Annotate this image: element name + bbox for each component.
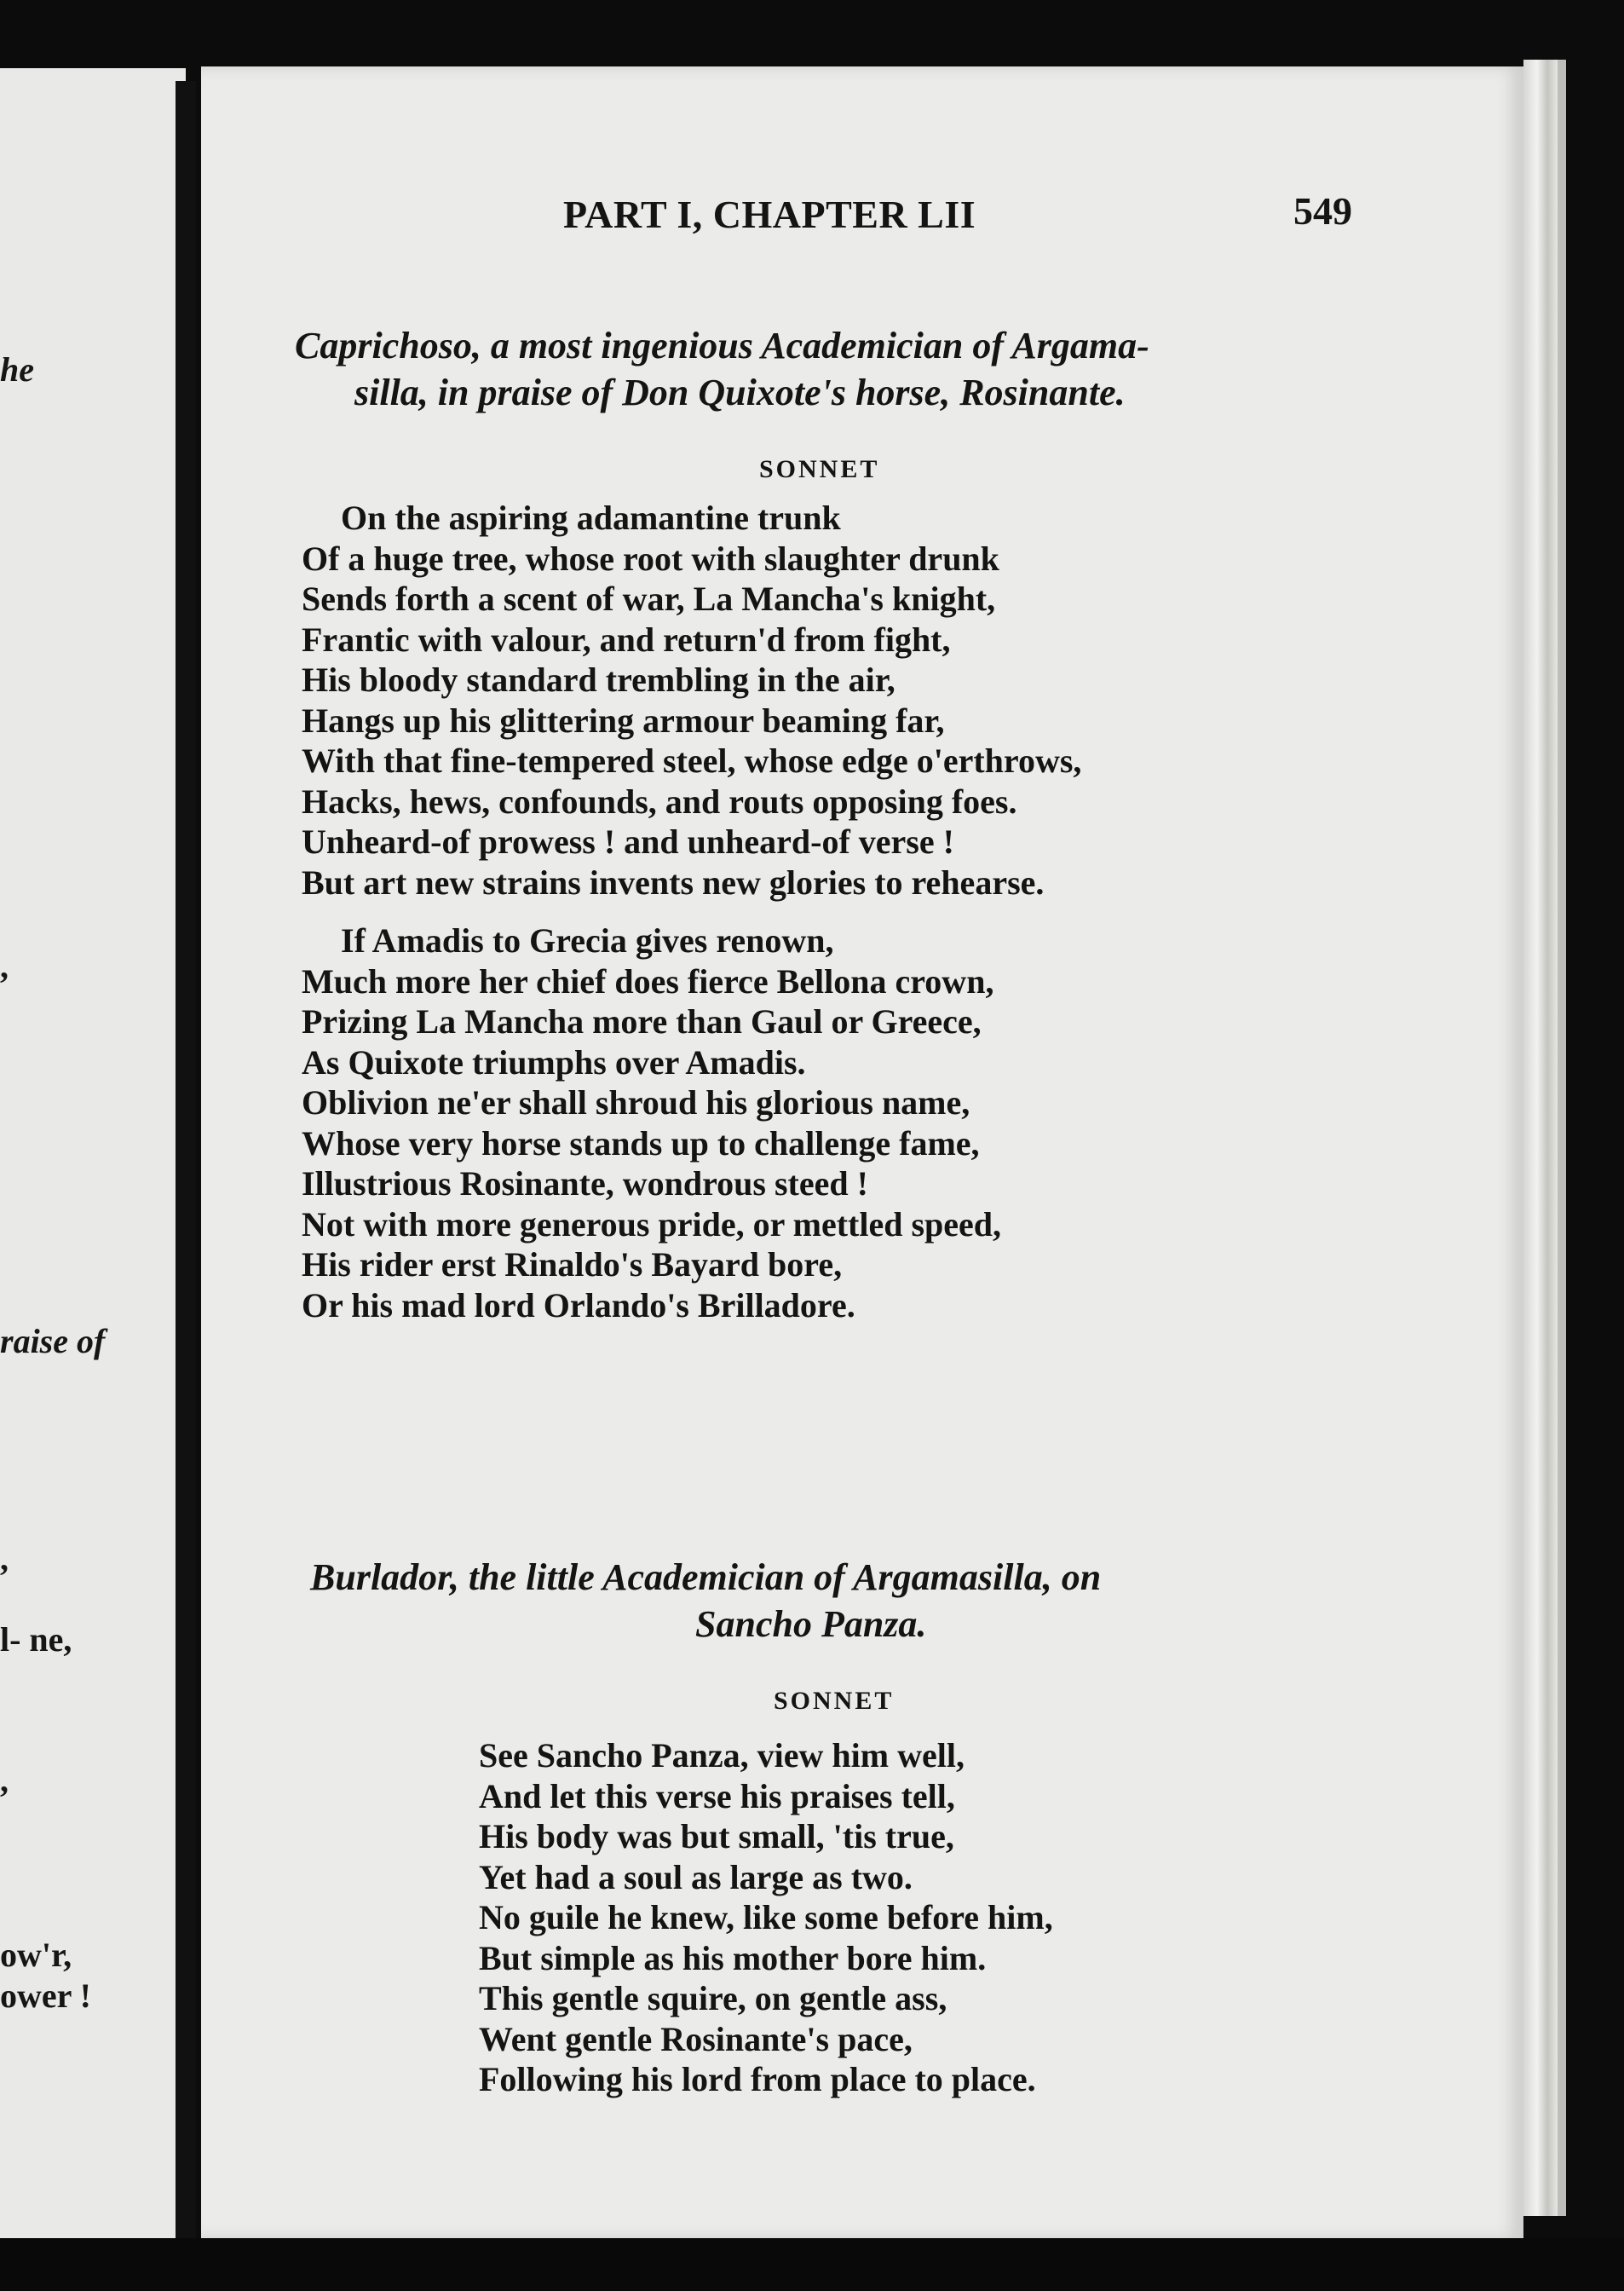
verse-line: See Sancho Panza, view him well,: [479, 1736, 965, 1775]
poem2-sonnet-label: SONNET: [774, 1687, 895, 1715]
verse-line: Hacks, hews, confounds, and routs opposing foes.: [302, 782, 1017, 821]
poem2-heading-line2: Sancho Panza.: [695, 1603, 927, 1645]
verse-line: Prizing La Mancha more than Gaul or Greece,: [302, 1002, 982, 1041]
verse-line: Not with more generous pride, or mettled speed,: [302, 1204, 1002, 1244]
verse-line: If Amadis to Grecia gives renown,: [341, 921, 834, 960]
verse-line: Of a huge tree, whose root with slaughter drunk: [302, 539, 999, 578]
verse-line: Following his lord from place to place.: [479, 2060, 1036, 2098]
verse-line: Oblivion ne'er shall shroud his glorious name,: [302, 1083, 970, 1122]
verse-line: Hangs up his glittering armour beaming far,: [302, 701, 945, 740]
verse-line: Yet had a soul as large as two.: [479, 1857, 913, 1896]
left-page: [0, 68, 186, 2250]
verse-line: Illustrious Rosinante, wondrous steed !: [302, 1164, 868, 1203]
verse-line: Sends forth a scent of war, La Mancha's knight,: [302, 580, 996, 618]
page-edge: [1523, 60, 1558, 2216]
verse-line: With that fine-tempered steel, whose edge o'erthrows,: [302, 742, 1082, 780]
verse-line: But simple as his mother bore him.: [479, 1938, 987, 1977]
verse-line: But art new strains invents new glories to rehearse.: [302, 863, 1045, 902]
verse-line: This gentle squire, on gentle ass,: [479, 1979, 947, 2017]
book-gutter: [176, 81, 196, 2246]
left-fragment: he: [0, 350, 34, 389]
verse-line: His rider erst Rinaldo's Bayard bore,: [302, 1245, 843, 1284]
verse-line: Much more her chief does fierce Bellona crown,: [302, 961, 994, 1001]
left-fragment: ower !: [0, 1976, 91, 2015]
left-fragment: ,: [0, 947, 9, 985]
poem1-sonnet-label: SONNET: [759, 455, 880, 483]
verse-line: Whose very horse stands up to challenge fame,: [302, 1123, 980, 1163]
verse-line: Frantic with valour, and return'd from fight,: [302, 620, 951, 659]
left-fragment: ow'r,: [0, 1936, 72, 1974]
page-number: 549: [1293, 189, 1352, 233]
verse-line: His bloody standard trembling in the air,: [302, 661, 896, 699]
left-fragment: l- ne,: [0, 1620, 72, 1659]
running-head: PART I, CHAPTER LII: [563, 193, 976, 236]
poem1-heading-line2: silla, in praise of Don Quixote's horse, Rosinante.: [354, 372, 1126, 413]
verse-line: Or his mad lord Orlando's Brilladore.: [302, 1285, 855, 1324]
verse-line: No guile he knew, like some before him,: [479, 1898, 1053, 1936]
verse-line: On the aspiring adamantine trunk: [341, 499, 841, 537]
verse-line: As Quixote triumphs over Amadis.: [302, 1042, 806, 1082]
right-page: [201, 66, 1523, 2238]
scan-background: [0, 2238, 1624, 2291]
poem1-stanza2: [302, 920, 1001, 1325]
verse-line: Unheard-of prowess ! and unheard-of verse !: [302, 822, 954, 861]
poem2-heading-line1: Burlador, the little Academician of Argamasilla, on: [310, 1556, 1102, 1598]
verse-line: And let this verse his praises tell,: [479, 1776, 955, 1815]
verse-line: Went gentle Rosinante's pace,: [479, 2019, 913, 2058]
left-fragment: ,: [0, 1761, 9, 1799]
verse-line: His body was but small, 'tis true,: [479, 1817, 954, 1855]
poem1-stanza1: [302, 498, 1081, 903]
poem1-heading-line1: Caprichoso, a most ingenious Academician of Argama-: [295, 325, 1149, 366]
left-fragment: raise of: [0, 1322, 106, 1360]
left-fragment: ,: [0, 1539, 9, 1578]
poem2-lines: [479, 1735, 1053, 2100]
